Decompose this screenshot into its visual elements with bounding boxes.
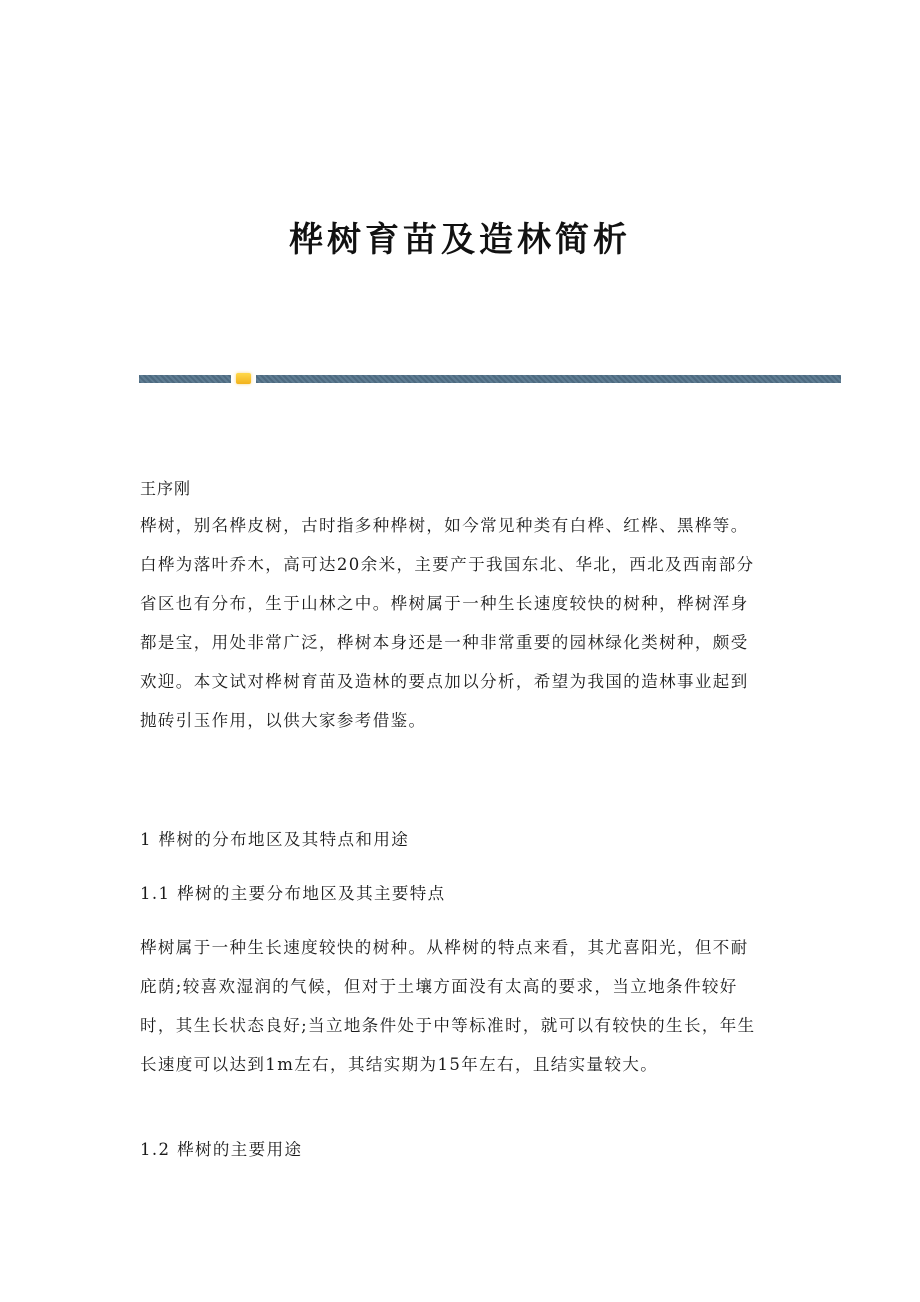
text-line: 省区也有分布，生于山林之中。桦树属于一种生长速度较快的树种，桦树浑身 [140,594,749,613]
title-divider [139,375,841,384]
text-line: 白桦为落叶乔木，高可达20余米，主要产于我国东北、华北，西北及西南部分 [140,555,755,574]
text-line: 庇荫;较喜欢湿润的气候，但对于土壤方面没有太高的要求，当立地条件较好 [140,977,738,996]
text-line: 欢迎。本文试对桦树育苗及造林的要点加以分析，希望为我国的造林事业起到 [140,672,749,691]
text-line: 抛砖引玉作用，以供大家参考借鉴。 [140,711,427,730]
abstract-paragraph [140,506,785,740]
text-line: 桦树属于一种生长速度较快的树种。从桦树的特点来看，其尤喜阳光，但不耐 [140,938,749,957]
section-1-1-paragraph [140,928,785,1084]
section-heading-1: 1 桦树的分布地区及其特点和用途 [140,830,410,849]
text-line: 桦树，别名桦皮树，古时指多种桦树，如今常见种类有白桦、红桦、黑桦等。 [140,516,749,535]
document-title: 桦树育苗及造林简析 [289,220,631,260]
text-line: 都是宝，用处非常广泛，桦树本身还是一种非常重要的园林绿化类树种，颇受 [140,633,749,652]
section-heading-1-1: 1.1 桦树的主要分布地区及其主要特点 [140,884,446,903]
text-line: 时，其生长状态良好;当立地条件处于中等标准时，就可以有较快的生长，年生 [140,1016,756,1035]
divider-ornament-icon [236,373,251,384]
divider-bar-right [256,375,841,383]
text-line: 长速度可以达到1m左右，其结实期为15年左右，且结实量较大。 [140,1055,659,1074]
section-heading-1-2: 1.2 桦树的主要用途 [140,1140,303,1159]
author-name: 王序刚 [140,479,192,498]
divider-bar-left [139,375,231,383]
